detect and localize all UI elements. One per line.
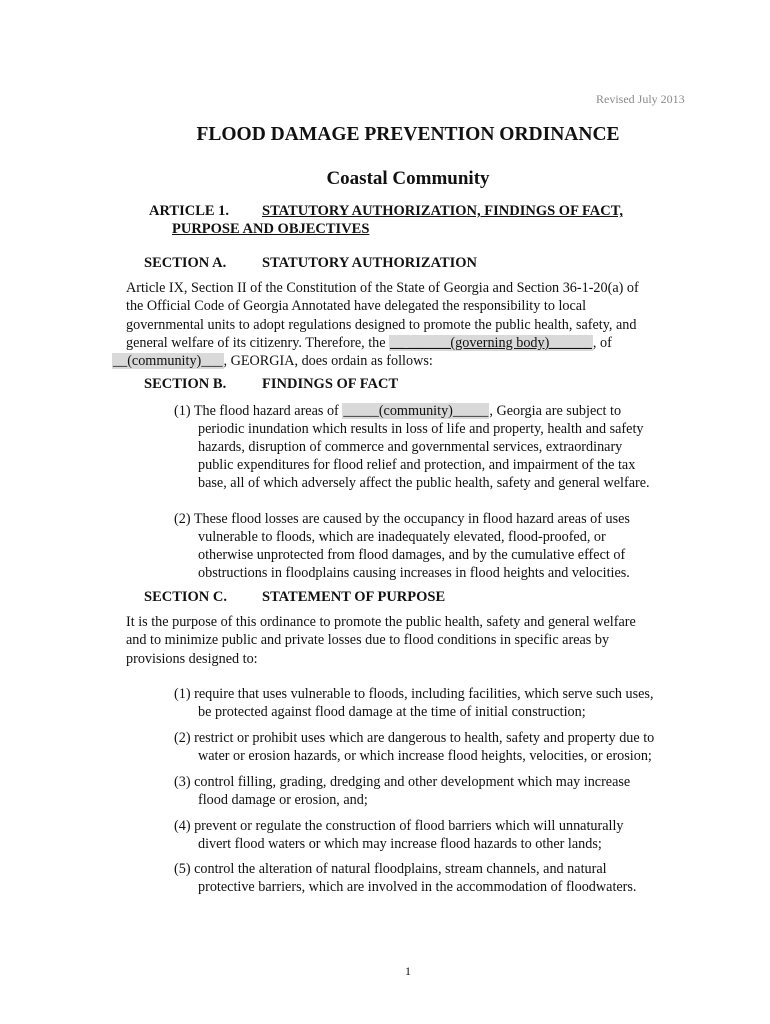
section-c-label: SECTION C. xyxy=(144,589,227,605)
findings-text: (1) The flood hazard areas of xyxy=(174,403,343,419)
section-a-text: , GEORGIA, does ordain as follows: xyxy=(223,353,433,370)
community-field[interactable]: _____(community)_____ xyxy=(343,403,489,419)
revised-date: Revised July 2013 xyxy=(596,92,685,106)
purpose-line: flood damage or erosion, and; xyxy=(198,792,368,808)
purpose-line: be protected against flood damage at the time of initial construction; xyxy=(198,704,586,720)
findings-line xyxy=(174,402,714,420)
section-c-line: and to minimize public and private losses due to flood conditions in specific areas by xyxy=(126,632,610,649)
purpose-line: divert flood waters or which may increase flood hazards to other lands; xyxy=(198,836,602,852)
section-a-line: Article IX, Section II of the Constitution of the State of Georgia and Section 36-1-20(a) of xyxy=(126,280,639,296)
page-number: 1 xyxy=(405,964,411,978)
findings-line: hazards, disruption of commerce and governmental services, extraordinary xyxy=(198,439,623,455)
purpose-item xyxy=(174,729,714,765)
section-c-line: It is the purpose of this ordinance to promote the public health, safety and general welfare xyxy=(126,614,636,630)
section-a-line: governmental units to adopt regulations designed to promote the public health, safety, and xyxy=(126,316,637,333)
purpose-line: water or erosion hazards, or which increase flood heights, velocities, or erosion; xyxy=(198,748,652,764)
findings-line: vulnerable to floods, which are inadequately elevated, flood-proofed, or xyxy=(198,529,606,545)
section-a-label: SECTION A. xyxy=(144,255,227,271)
governing-body-field[interactable]: __ ______(governing body)______ xyxy=(390,334,592,351)
purpose-item xyxy=(174,773,714,809)
section-b-heading: FINDINGS OF FACT xyxy=(262,376,399,392)
findings-line: public expenditures for flood relief and protection, and impairment of the tax xyxy=(198,457,636,473)
article-number: ARTICLE 1. xyxy=(149,203,230,219)
purpose-line: (3) control filling, grading, dredging and other development which may increase xyxy=(174,774,631,790)
section-c-paragraph xyxy=(126,613,696,668)
purpose-line: (1) require that uses vulnerable to floods, including facilities, which serve such uses, xyxy=(174,686,654,702)
section-a-line: the Official Code of Georgia Annotated have delegated the responsibility to local xyxy=(126,298,587,315)
section-c-heading: STATEMENT OF PURPOSE xyxy=(262,589,446,605)
purpose-item xyxy=(174,860,714,896)
findings-item xyxy=(174,510,714,582)
findings-line: periodic inundation which results in loss of life and property, health and safety xyxy=(198,421,644,437)
findings-line: (2) These flood losses are caused by the occupancy in flood hazard areas of uses xyxy=(174,511,630,527)
section-a-paragraph xyxy=(113,279,696,370)
section-a-text: general welfare of its citizenry. Therefore, the xyxy=(126,334,390,351)
section-c-line: provisions designed to: xyxy=(126,650,258,667)
document-subtitle: Coastal Community xyxy=(326,168,490,189)
section-a-heading: STATUTORY AUTHORIZATION xyxy=(262,255,478,271)
section-a-text: , of xyxy=(592,334,612,351)
findings-item xyxy=(174,402,714,492)
article-heading-line2: PURPOSE AND OBJECTIVES xyxy=(172,221,370,237)
section-a-line xyxy=(126,334,696,352)
section-a-line xyxy=(112,352,696,370)
section-b-label: SECTION B. xyxy=(144,376,227,392)
article-heading-line1: STATUTORY AUTHORIZATION, FINDINGS OF FACT, xyxy=(262,203,623,219)
findings-text: , Georgia are subject to xyxy=(489,403,622,419)
findings-line: obstructions in floodplains causing increases in flood heights and velocities. xyxy=(198,565,630,581)
purpose-line: (4) prevent or regulate the construction of flood barriers which will unnaturally xyxy=(174,818,624,834)
findings-line: otherwise unprotected from flood damages, and by the cumulative effect of xyxy=(198,547,626,563)
document-title: FLOOD DAMAGE PREVENTION ORDINANCE xyxy=(196,124,620,145)
purpose-line: (2) restrict or prohibit uses which are dangerous to health, safety and property due to xyxy=(174,730,655,746)
purpose-line: (5) control the alteration of natural floodplains, stream channels, and natural xyxy=(174,861,607,877)
purpose-item xyxy=(174,817,714,853)
purpose-line: protective barriers, which are involved in the accommodation of floodwaters. xyxy=(198,879,637,895)
community-field[interactable]: __(community)___ xyxy=(113,353,223,370)
findings-line: base, all of which adversely affect the public health, safety and general welfare. xyxy=(198,475,650,491)
purpose-item xyxy=(174,685,714,721)
